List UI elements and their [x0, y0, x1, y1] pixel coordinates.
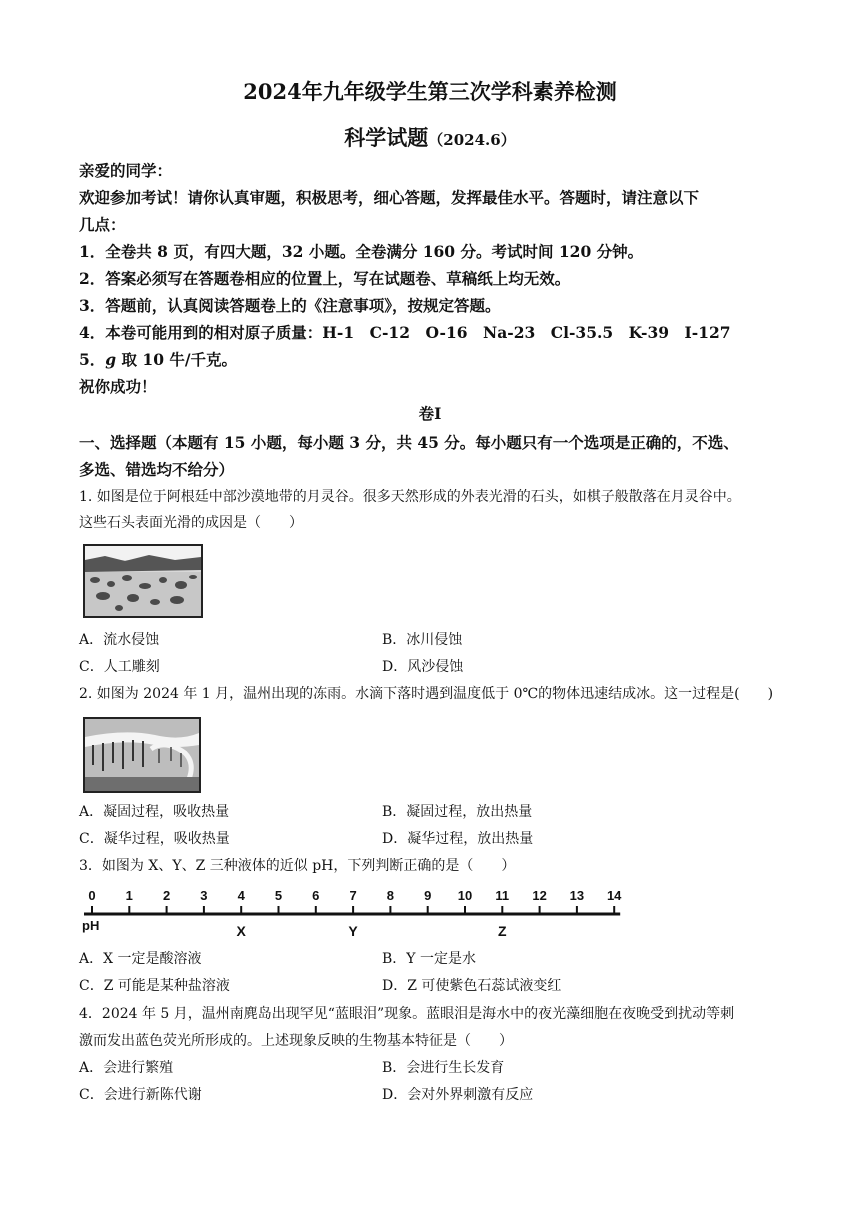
page-subtitle — [0, 122, 860, 152]
ph-tick-label: 13 — [569, 888, 585, 903]
option-2a: A．凝固过程，吸收热量 — [79, 804, 230, 820]
option-2b: B．凝固过程，放出热量 — [382, 804, 533, 820]
question-3-stem: 3．如图为 X、Y、Z 三种液体的近似 pH，下列判断正确的是（ ） — [79, 858, 516, 874]
ph-tick-label: 14 — [606, 888, 622, 903]
valley-photo — [83, 544, 203, 618]
question-1-stem: 1. 如图是位于阿根廷中部沙漠地带的月灵谷。很多天然形成的外表光滑的石头，如棋子般散落在月灵谷中。 — [79, 489, 741, 505]
question-4-stem: 4．2024 年 5 月，温州南麂岛出现罕见“蓝眼泪”现象。蓝眼泪是海水中的夜光藻细胞在夜晚受到扰动等刺 — [79, 1006, 735, 1022]
welcome-text-cont: 几点： — [79, 215, 126, 234]
ph-tick-label: 7 — [349, 888, 357, 903]
section-heading: 一、选择题（本题有 15 小题，每小题 3 分，共 45 分。每小题只有一个选项是正确的，不选、 — [79, 433, 739, 452]
question-1-stem-cont: 这些石头表面光滑的成因是（ ） — [79, 515, 303, 531]
option-1b: B．冰川侵蚀 — [382, 632, 463, 648]
ph-tick-label: 4 — [237, 888, 245, 903]
ph-tick-label: 3 — [200, 888, 208, 903]
ph-tick-label: 10 — [457, 888, 473, 903]
ph-marker-z: Z — [498, 923, 507, 939]
note-item: 5．g 取 10 牛/千克。 — [79, 350, 238, 369]
option-2c: C．凝华过程，吸收热量 — [79, 831, 230, 847]
option-3c: C．Z 可能是某种盐溶液 — [79, 978, 230, 994]
option-4c: C．会进行新陈代谢 — [79, 1087, 202, 1103]
option-3b: B．Y 一定是水 — [382, 951, 476, 967]
section-heading-cont: 多选、错选均不给分） — [79, 460, 235, 479]
closing-text: 祝你成功！ — [79, 377, 157, 396]
note-item: 3．答题前，认真阅读答题卷上的《注意事项》，按规定答题。 — [79, 296, 501, 315]
subject-name: 科学试题 — [344, 125, 429, 150]
greeting: 亲爱的同学： — [79, 161, 173, 180]
ph-tick-label: 8 — [386, 888, 395, 903]
question-2-stem: 2. 如图为 2024 年 1 月，温州出现的冻雨。水滴下落时遇到温度低于 0℃的物体迅速结成冰。这一过程是( ) — [79, 686, 774, 702]
welcome-text: 欢迎参加考试！请你认真审题，积极思考，细心答题，发挥最佳水平。答题时，请注意以下 — [79, 188, 700, 207]
ph-scale-diagram — [80, 884, 640, 942]
ph-marker-y: Y — [348, 923, 358, 939]
option-1c: C．人工雕刻 — [79, 659, 160, 675]
ph-tick-label: 5 — [274, 888, 283, 903]
option-3a: A．X 一定是酸溶液 — [79, 951, 202, 967]
ph-marker-x: X — [236, 923, 246, 939]
exam-date: （2024.6） — [428, 131, 516, 149]
volume-label: 卷Ⅰ — [418, 404, 442, 423]
ph-tick-label: 0 — [88, 888, 96, 903]
page-title: 2024年九年级学生第三次学科素养检测 — [243, 79, 617, 104]
gravity-symbol: g — [105, 350, 117, 369]
option-4d: D．会对外界刺激有反应 — [382, 1087, 534, 1103]
ph-tick-label: 11 — [495, 888, 510, 903]
option-4a: A．会进行繁殖 — [79, 1060, 174, 1076]
option-1a: A．流水侵蚀 — [79, 632, 160, 648]
ph-tick-label: 1 — [125, 888, 133, 903]
option-3d: D．Z 可使紫色石蕊试液变红 — [382, 978, 562, 994]
ph-tick-label: 9 — [424, 888, 432, 903]
ph-tick-label: 6 — [312, 888, 320, 903]
ph-tick-label: 12 — [532, 888, 547, 903]
note-item: 1．全卷共 8 页，有四大题，32 小题。全卷满分 160 分。考试时间 120 分钟。 — [79, 242, 644, 261]
note-item: 4．本卷可能用到的相对原子质量：H-1 C-12 O-16 Na-23 Cl-35.5 K-39 I-127 — [79, 323, 731, 342]
ph-tick-label: 2 — [162, 888, 171, 903]
note-item: 2．答案必须写在答题卷相应的位置上，写在试题卷、草稿纸上均无效。 — [79, 269, 571, 288]
question-4-stem-cont: 激而发出蓝色荧光所形成的。上述现象反映的生物基本特征是（ ） — [79, 1033, 513, 1049]
freezing-rain-photo — [83, 717, 201, 793]
option-4b: B．会进行生长发育 — [382, 1060, 505, 1076]
ph-axis-label: pH — [82, 918, 100, 933]
option-2d: D．凝华过程，放出热量 — [382, 831, 534, 847]
option-1d: D．风沙侵蚀 — [382, 659, 464, 675]
